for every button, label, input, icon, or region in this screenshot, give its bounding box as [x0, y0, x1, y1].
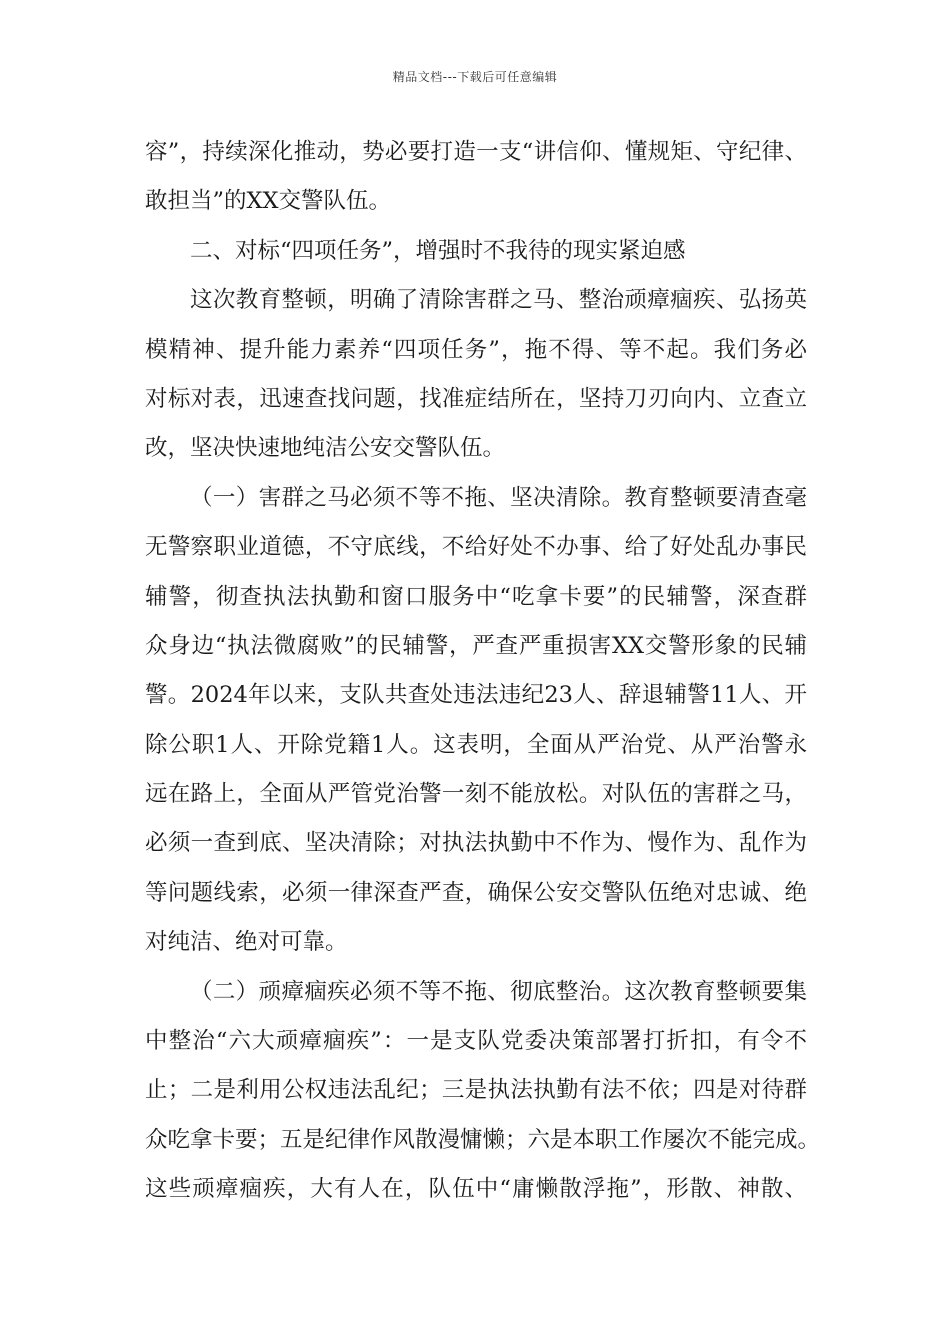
- text-line: 这次教育整顿，明确了清除害群之马、整治顽瘴痼疾、弘扬英: [190, 287, 807, 314]
- text-line: 容”，持续深化推动，势必要打造一支“讲信仰、懂规矩、守纪律、: [145, 139, 807, 165]
- text-line: 止；二是利用公权违法乱纪；三是执法执勤有法不依；四是对待群: [145, 1077, 807, 1104]
- text-line: 必须一查到底、坚决清除；对执法执勤中不作为、慢作为、乱作为: [145, 830, 807, 857]
- text-line: 众身边“执法微腐败”的民辅警，严查严重损害XX交警形象的民辅: [145, 632, 807, 659]
- text-line: 除公职1人、开除党籍1人。这表明，全面从严治党、从严治警永: [145, 731, 807, 758]
- text-line: 改，坚决快速地纯洁公安交警队伍。: [145, 435, 506, 462]
- text-line: 这些顽瘴痼疾，大有人在，队伍中“庸懒散浮拖”，形散、神散、: [145, 1176, 807, 1203]
- text-line: 等问题线索，必须一律深查严查，确保公安交警队伍绝对忠诚、绝: [145, 879, 807, 906]
- text-line: 模精神、提升能力素养“四项任务”，拖不得、等不起。我们务必: [145, 336, 807, 363]
- text-line: 二、对标“四项任务”，增强时不我待的现实紧迫感: [190, 237, 686, 264]
- text-line: 辅警，彻查执法执勤和窗口服务中“吃拿卡要”的民辅警，深查群: [145, 583, 807, 610]
- text-line: 中整治“六大顽瘴痼疾”：一是支队党委决策部署打折扣，有令不: [145, 1028, 807, 1055]
- document-body: [145, 128, 821, 1215]
- text-line: 远在路上，全面从严管党治警一刻不能放松。对队伍的害群之马，: [145, 781, 807, 808]
- text-line: （二）顽瘴痼疾必须不等不拖、彻底整治。这次教育整顿要集: [190, 978, 807, 1005]
- text-line: （一）害群之马必须不等不拖、坚决清除。教育整顿要清查毫: [190, 484, 807, 511]
- text-line: 无警察职业道德，不守底线，不给好处不办事、给了好处乱办事民: [145, 534, 807, 561]
- text-line: 众吃拿卡要；五是纪律作风散漫慵懒；六是本职工作屡次不能完成。: [145, 1126, 821, 1153]
- text-line: 警。2024年以来，支队共查处违法违纪23人、辞退辅警11人、开: [145, 682, 807, 709]
- text-line: 对标对表，迅速查找问题，找准症结所在，坚持刀刃向内、立查立: [145, 385, 807, 412]
- text-line: 敢担当”的XX交警队伍。: [145, 188, 392, 215]
- page-header: 精品文档---下载后可任意编辑: [392, 70, 558, 84]
- text-line: 对纯洁、绝对可靠。: [145, 929, 348, 956]
